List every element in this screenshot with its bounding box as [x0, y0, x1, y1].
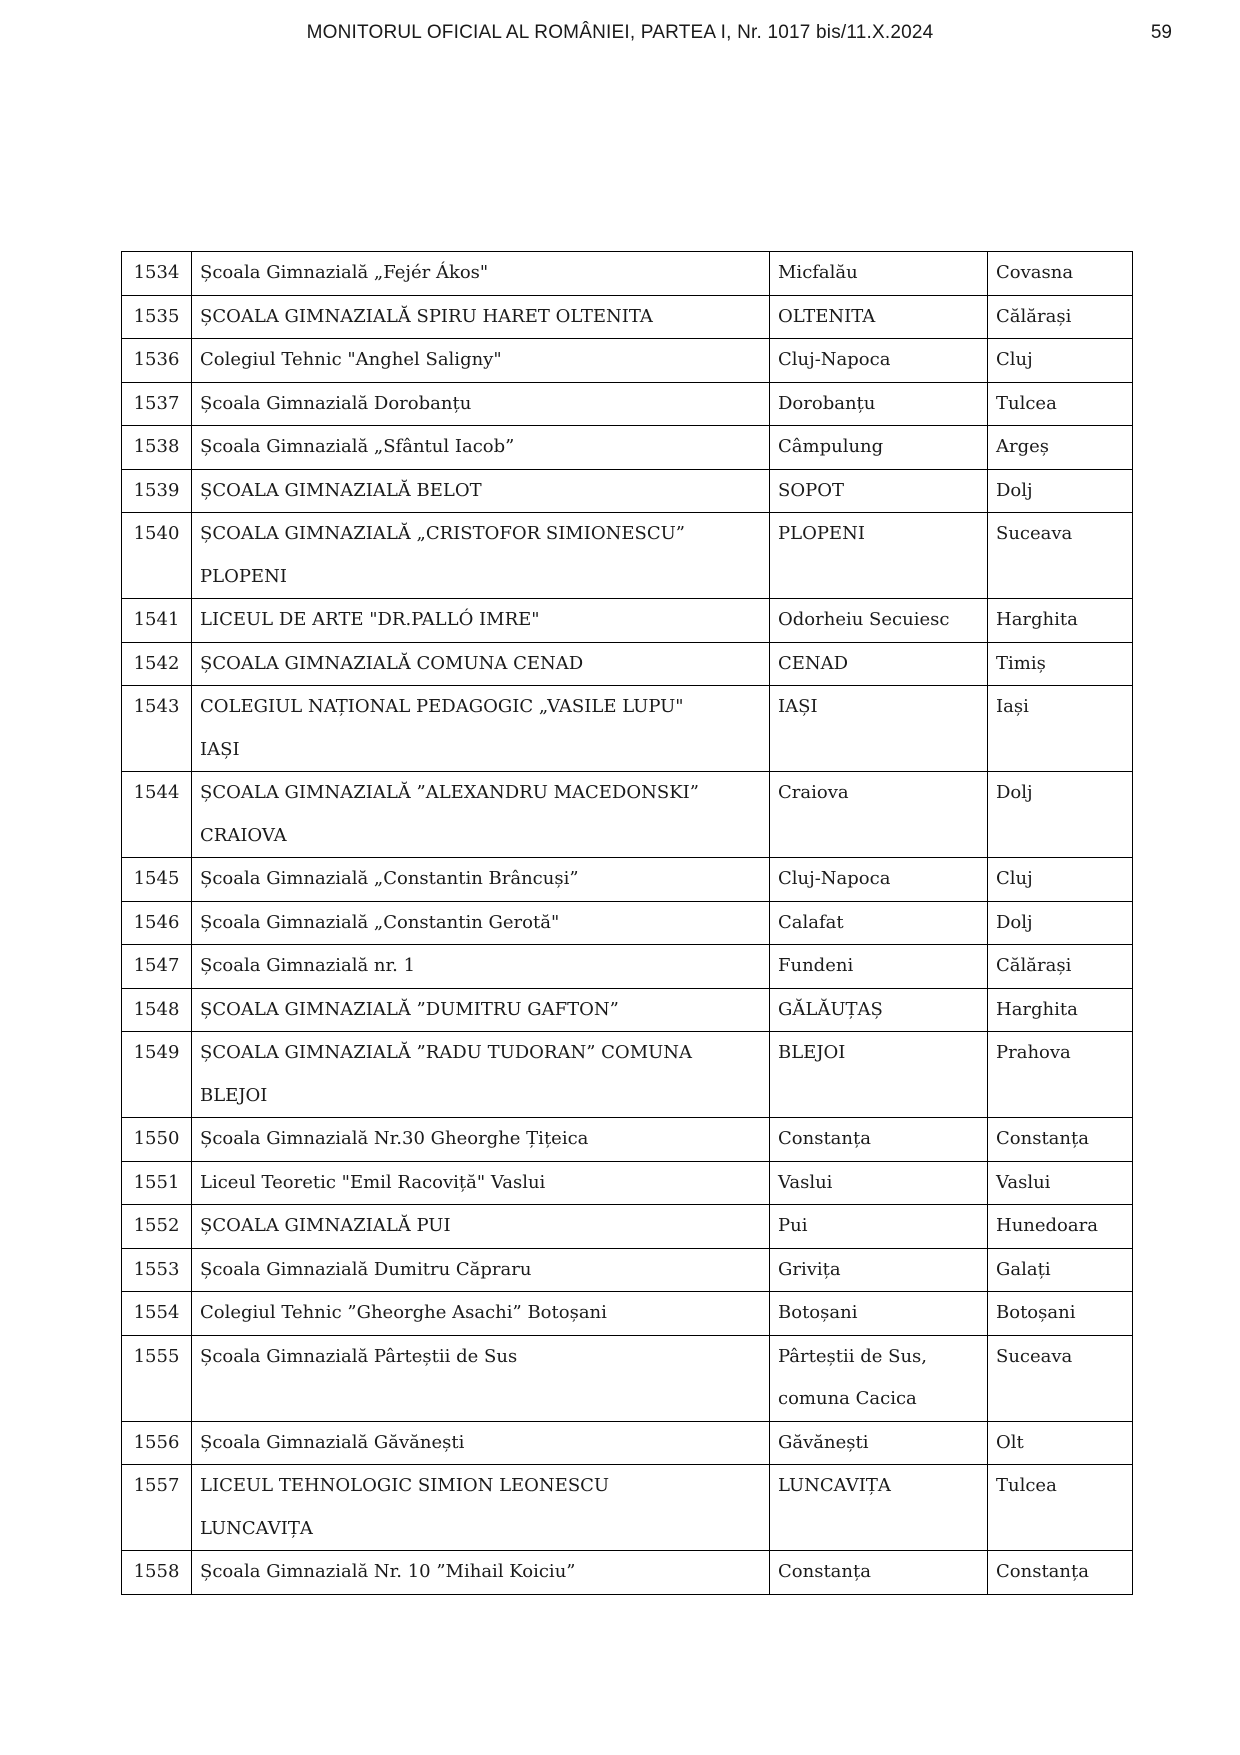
row-number-cell: 1536 [122, 339, 192, 383]
locality-cell [770, 599, 988, 643]
locality-line: CENAD [778, 652, 849, 674]
school-name-cell [192, 339, 770, 383]
county-cell: Olt [988, 1421, 1133, 1465]
table-row [122, 1292, 1133, 1336]
locality-line: PLOPENI [778, 523, 865, 544]
locality-line: Constanța [778, 1128, 871, 1149]
school-name-line: Școala Gimnazială „Constantin Brâncuși” [200, 868, 579, 889]
table-row [122, 1248, 1133, 1292]
county-cell: Harghita [988, 988, 1133, 1032]
locality-line: Cluj-Napoca [778, 868, 891, 889]
school-name-line: ȘCOALA GIMNAZIALĂ ”ALEXANDRU MACEDONSKI” [200, 782, 699, 803]
row-number-cell: 1542 [122, 642, 192, 686]
locality-cell [770, 1421, 988, 1465]
school-name-line: ȘCOALA GIMNAZIALĂ COMUNA CENAD [200, 652, 584, 674]
school-name-cell [192, 1032, 770, 1118]
county-cell: Călărași [988, 945, 1133, 989]
table-row [122, 988, 1133, 1032]
school-name-line: BLEJOI [200, 1084, 268, 1106]
locality-cell [770, 1161, 988, 1205]
county-cell: Dolj [988, 901, 1133, 945]
table-row [122, 1551, 1133, 1595]
row-number-cell: 1535 [122, 295, 192, 339]
row-number-cell: 1545 [122, 858, 192, 902]
school-name-line: COLEGIUL NAȚIONAL PEDAGOGIC „VASILE LUPU" [200, 696, 684, 717]
locality-cell [770, 339, 988, 383]
school-name-cell [192, 469, 770, 513]
locality-cell [770, 945, 988, 989]
school-name-cell [192, 988, 770, 1032]
school-name-cell [192, 945, 770, 989]
school-name-cell [192, 642, 770, 686]
row-number-cell: 1540 [122, 513, 192, 599]
county-cell: Suceava [988, 513, 1133, 599]
school-name-line: ȘCOALA GIMNAZIALĂ ”DUMITRU GAFTON” [200, 998, 619, 1020]
school-name-cell [192, 426, 770, 470]
locality-line: OLTENITA [778, 305, 876, 327]
row-number-cell: 1556 [122, 1421, 192, 1465]
locality-cell [770, 1032, 988, 1118]
school-name-line: Școala Gimnazială Nr.30 Gheorghe Țițeica [200, 1128, 589, 1149]
school-name-line: LICEUL TEHNOLOGIC SIMION LEONESCU [200, 1475, 610, 1496]
locality-line: BLEJOI [778, 1042, 846, 1063]
locality-cell [770, 252, 988, 296]
row-number-cell: 1537 [122, 382, 192, 426]
locality-line: Craiova [778, 782, 849, 803]
county-cell: Dolj [988, 772, 1133, 858]
county-cell: Covasna [988, 252, 1133, 296]
county-cell: Harghita [988, 599, 1133, 643]
schools-table [121, 251, 1133, 1595]
school-name-cell [192, 772, 770, 858]
locality-cell [770, 382, 988, 426]
row-number-cell: 1549 [122, 1032, 192, 1118]
row-number-cell: 1539 [122, 469, 192, 513]
locality-cell [770, 295, 988, 339]
school-name-line: ȘCOALA GIMNAZIALĂ PUI [200, 1215, 451, 1236]
table-row [122, 1335, 1133, 1421]
county-cell: Hunedoara [988, 1205, 1133, 1249]
locality-line: Constanța [778, 1561, 871, 1582]
school-name-line: Școala Gimnazială Găvănești [200, 1431, 465, 1453]
county-cell: Tulcea [988, 1465, 1133, 1551]
locality-line: Dorobanțu [778, 392, 876, 414]
school-name-line: IAȘI [200, 738, 240, 760]
locality-cell [770, 513, 988, 599]
locality-line: Micfalău [778, 262, 858, 283]
school-name-line: Liceul Teoretic "Emil Racoviță" Vaslui [200, 1171, 546, 1193]
table-row [122, 945, 1133, 989]
locality-line: IAȘI [778, 696, 818, 717]
table-row [122, 469, 1133, 513]
school-name-cell [192, 1248, 770, 1292]
locality-cell [770, 858, 988, 902]
row-number-cell: 1543 [122, 686, 192, 772]
school-name-line: PLOPENI [200, 565, 287, 587]
locality-cell [770, 772, 988, 858]
county-cell: Constanța [988, 1118, 1133, 1162]
locality-line: comuna Cacica [778, 1388, 917, 1409]
locality-cell [770, 469, 988, 513]
school-name-line: ȘCOALA GIMNAZIALĂ ”RADU TUDORAN” COMUNA [200, 1042, 693, 1063]
locality-line: Botoșani [778, 1302, 858, 1323]
school-name-cell [192, 1161, 770, 1205]
table-row [122, 901, 1133, 945]
school-name-cell [192, 1551, 770, 1595]
table-row [122, 339, 1133, 383]
table-row [122, 513, 1133, 599]
school-name-line: Școala Gimnazială Dumitru Căpraru [200, 1258, 532, 1280]
locality-line: Cluj-Napoca [778, 349, 891, 370]
table-row [122, 1421, 1133, 1465]
table-row [122, 858, 1133, 902]
school-name-line: Școala Gimnazială „Constantin Gerotă" [200, 911, 560, 933]
school-name-line: Colegiul Tehnic ”Gheorghe Asachi” Botoșani [200, 1302, 607, 1323]
locality-cell [770, 988, 988, 1032]
row-number-cell: 1550 [122, 1118, 192, 1162]
school-name-line: Școala Gimnazială Pârteștii de Sus [200, 1345, 518, 1367]
locality-line: Vaslui [778, 1171, 833, 1193]
locality-cell [770, 1335, 988, 1421]
school-name-cell [192, 1335, 770, 1421]
locality-line: Găvănești [778, 1431, 869, 1453]
county-cell: Timiș [988, 642, 1133, 686]
row-number-cell: 1548 [122, 988, 192, 1032]
table-row [122, 252, 1133, 296]
page-header-title: MONITORUL OFICIAL AL ROMÂNIEI, PARTEA I, Nr. 1017 bis/11.X.2024 [306, 22, 934, 43]
locality-cell [770, 686, 988, 772]
locality-cell [770, 1551, 988, 1595]
county-cell: Argeș [988, 426, 1133, 470]
school-name-line: LUNCAVIȚA [200, 1517, 313, 1539]
school-name-cell [192, 1292, 770, 1336]
row-number-cell: 1551 [122, 1161, 192, 1205]
locality-line: Câmpulung [778, 436, 884, 457]
county-cell: Constanța [988, 1551, 1133, 1595]
page-number: 59 [1150, 22, 1172, 43]
locality-cell [770, 426, 988, 470]
row-number-cell: 1544 [122, 772, 192, 858]
school-name-cell [192, 599, 770, 643]
county-cell: Dolj [988, 469, 1133, 513]
locality-cell [770, 642, 988, 686]
school-name-line: CRAIOVA [200, 824, 287, 846]
school-name-line: ȘCOALA GIMNAZIALĂ BELOT [200, 479, 482, 501]
row-number-cell: 1553 [122, 1248, 192, 1292]
locality-line: Odorheiu Secuiesc [778, 609, 950, 630]
row-number-cell: 1554 [122, 1292, 192, 1336]
county-cell: Galați [988, 1248, 1133, 1292]
locality-cell [770, 901, 988, 945]
locality-cell [770, 1118, 988, 1162]
county-cell: Suceava [988, 1335, 1133, 1421]
school-name-line: Colegiul Tehnic "Anghel Saligny" [200, 349, 502, 370]
locality-cell [770, 1292, 988, 1336]
school-name-line: ȘCOALA GIMNAZIALĂ SPIRU HARET OLTENITA [200, 305, 653, 327]
school-name-line: Școala Gimnazială Nr. 10 ”Mihail Koiciu” [200, 1561, 576, 1582]
locality-line: LUNCAVIȚA [778, 1475, 891, 1496]
row-number-cell: 1534 [122, 252, 192, 296]
county-cell: Călărași [988, 295, 1133, 339]
locality-line: SOPOT [778, 479, 844, 501]
table-row [122, 686, 1133, 772]
row-number-cell: 1541 [122, 599, 192, 643]
school-name-cell [192, 1465, 770, 1551]
schools-table-body [122, 252, 1133, 1595]
county-cell: Iași [988, 686, 1133, 772]
school-name-cell [192, 686, 770, 772]
table-row [122, 295, 1133, 339]
school-name-line: Școala Gimnazială „Sfântul Iacob” [200, 436, 515, 457]
school-name-cell [192, 252, 770, 296]
county-cell: Prahova [988, 1032, 1133, 1118]
locality-line: Pui [778, 1215, 808, 1236]
row-number-cell: 1555 [122, 1335, 192, 1421]
county-cell: Tulcea [988, 382, 1133, 426]
row-number-cell: 1558 [122, 1551, 192, 1595]
table-row [122, 1465, 1133, 1551]
locality-line: Calafat [778, 911, 844, 933]
row-number-cell: 1557 [122, 1465, 192, 1551]
school-name-line: Școala Gimnazială „Fejér Ákos" [200, 262, 489, 283]
row-number-cell: 1546 [122, 901, 192, 945]
table-row [122, 642, 1133, 686]
table-row [122, 1205, 1133, 1249]
school-name-line: Școala Gimnazială nr. 1 [200, 955, 416, 976]
school-name-line: ȘCOALA GIMNAZIALĂ „CRISTOFOR SIMIONESCU” [200, 523, 685, 544]
table-row [122, 599, 1133, 643]
row-number-cell: 1547 [122, 945, 192, 989]
table-row [122, 1118, 1133, 1162]
school-name-cell [192, 901, 770, 945]
locality-line: Grivița [778, 1258, 841, 1280]
county-cell: Cluj [988, 339, 1133, 383]
locality-cell [770, 1205, 988, 1249]
school-name-line: Școala Gimnazială Dorobanțu [200, 392, 472, 414]
school-name-line: LICEUL DE ARTE "DR.PALLÓ IMRE" [200, 609, 540, 630]
locality-cell [770, 1248, 988, 1292]
school-name-cell [192, 382, 770, 426]
locality-line: Fundeni [778, 955, 854, 976]
table-row [122, 1161, 1133, 1205]
table-row [122, 1032, 1133, 1118]
row-number-cell: 1538 [122, 426, 192, 470]
locality-line: GĂLĂUȚAȘ [778, 998, 883, 1020]
school-name-cell [192, 513, 770, 599]
school-name-cell [192, 1421, 770, 1465]
row-number-cell: 1552 [122, 1205, 192, 1249]
county-cell: Botoșani [988, 1292, 1133, 1336]
locality-cell [770, 1465, 988, 1551]
locality-line: Pârteștii de Sus, [778, 1345, 928, 1367]
table-row [122, 382, 1133, 426]
table-row [122, 772, 1133, 858]
school-name-cell [192, 295, 770, 339]
county-cell: Cluj [988, 858, 1133, 902]
county-cell: Vaslui [988, 1161, 1133, 1205]
school-name-cell [192, 1205, 770, 1249]
table-row [122, 426, 1133, 470]
school-name-cell [192, 858, 770, 902]
school-name-cell [192, 1118, 770, 1162]
